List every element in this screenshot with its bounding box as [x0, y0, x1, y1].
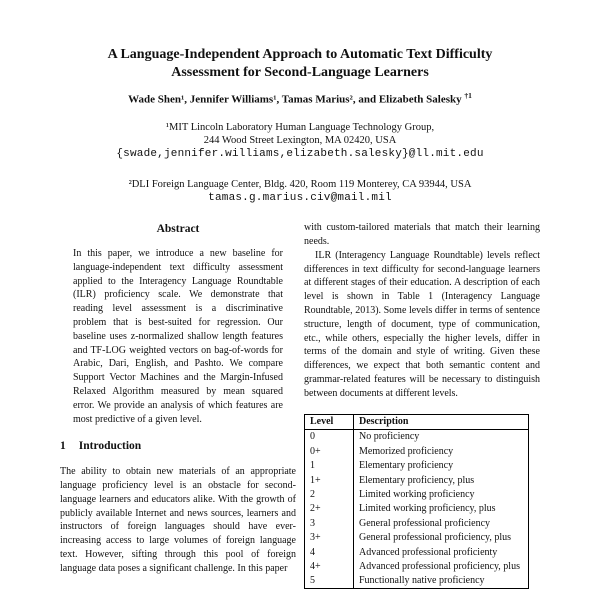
description-cell: No proficiency	[354, 429, 529, 444]
paper-header	[0, 0, 600, 205]
table-row	[305, 502, 529, 516]
affiliation-2	[0, 178, 600, 205]
abstract-paragraph: In this paper, we introduce a new baseline for language-independent text difficulty assessment applied to the Interagency Language Roundtable (ILR) proficiency scale. We demonstrate that reading level assessment is a discriminative problem that is best-suited for regression. Our baseline uses z-normalized shallow length features and TF-LOG weighted vectors on bag-of-words for Arabic, Dari, English, and Pashto. We compare Support Vector Machines and the Margin-Infused Relaxed Algorithm measured by mean squared error. We provide an analysis of which features are most predictive of a given level.	[73, 247, 283, 425]
level-cell: 3+	[305, 531, 354, 545]
description-cell: Functionally native proficiency	[354, 574, 529, 589]
level-cell: 2	[305, 488, 354, 502]
abstract-text	[60, 247, 296, 426]
table-row	[305, 560, 529, 574]
table-row	[305, 531, 529, 545]
description-cell: General professional proficiency	[354, 516, 529, 530]
table-row	[305, 444, 529, 458]
table-row	[305, 488, 529, 502]
level-cell: 2+	[305, 502, 354, 516]
level-cell: 0+	[305, 444, 354, 458]
table-header-row	[305, 414, 529, 429]
level-cell: 1+	[305, 473, 354, 487]
section-title: Introduction	[78, 440, 142, 453]
authors-line	[0, 91, 600, 106]
table-row	[305, 545, 529, 559]
affiliation-2-email: tamas.g.marius.civ@mail.mil	[208, 191, 392, 204]
ilr-levels-table	[304, 414, 529, 590]
abstract-heading: Abstract	[156, 223, 200, 236]
table-row	[305, 574, 529, 589]
author-superscript: †1	[464, 91, 472, 100]
table-row	[305, 473, 529, 487]
affiliation-2-name: ²DLI Foreign Language Center, Bldg. 420, Room 119 Monterey, CA 93944, USA	[128, 179, 472, 191]
left-column	[60, 221, 296, 589]
authors-names: Wade Shen¹, Jennifer Williams¹, Tamas Marius², and Elizabeth Salesky	[128, 93, 462, 106]
intro-paragraph: The ability to obtain new materials of an appropriate language proficiency level is an obstacle for second-language learners and educators alike. With the growth of publicly available Internet and news sources, learners and instructors of foreign languages should have ever-increasing access to large volumes of foreign language text. However, sifting through this pool of foreign language data poses a significant challenge. In this paper	[60, 466, 296, 574]
description-cell: Elementary proficiency	[354, 459, 529, 473]
level-cell: 4+	[305, 560, 354, 574]
level-cell: 0	[305, 429, 354, 444]
paper-title: A Language-Independent Approach to Automatic Text Difficulty Assessment for Second-Language Learners	[107, 47, 493, 80]
level-cell: 3	[305, 516, 354, 530]
section-1-heading	[60, 440, 296, 454]
description-cell: Elementary proficiency, plus	[354, 473, 529, 487]
description-cell: Limited working proficiency, plus	[354, 502, 529, 516]
description-cell: Advanced professional proficiency, plus	[354, 560, 529, 574]
affiliation-1-email: {swade,jennifer.williams,elizabeth.salesky}@ll.mit.edu	[116, 147, 484, 160]
description-cell: Memorized proficiency	[354, 444, 529, 458]
section-number: 1	[60, 440, 66, 453]
description-cell: Advanced professional proficienty	[354, 545, 529, 559]
level-cell: 1	[305, 459, 354, 473]
description-cell: Limited working proficiency	[354, 488, 529, 502]
table-row	[305, 459, 529, 473]
level-cell: 4	[305, 545, 354, 559]
table-body	[305, 429, 529, 588]
affiliation-1	[0, 121, 600, 162]
col-header-level: Level	[305, 414, 354, 429]
two-column-body	[0, 221, 600, 589]
affiliation-1-name: ¹MIT Lincoln Laboratory Human Language Technology Group,	[165, 121, 435, 133]
description-cell: General professional proficiency, plus	[354, 531, 529, 545]
table-row	[305, 516, 529, 530]
level-cell: 5	[305, 574, 354, 589]
table-row	[305, 429, 529, 444]
ilr-paragraph: ILR (Interagency Language Roundtable) levels reflect differences in text difficulty for second-language learners at different stages of their education. A description of each level is shown in Table 1 (Interagency Language Roundtable, 2013). Some levels differ in terms of sentence structure, length of document, type of communication, etc., while others, especially the higher levels, differ in terms of the domain and style of writing. Given these differences, we expect that both semantic content and grammar-related features will be necessary to distinguish between documents at different levels.	[304, 249, 540, 399]
table-header	[305, 414, 529, 429]
right-column	[304, 221, 540, 589]
continued-paragraph: with custom-tailored materials that match their learning needs.	[304, 222, 540, 247]
col-header-description: Description	[354, 414, 529, 429]
affiliation-1-address: 244 Wood Street Lexington, MA 02420, USA	[203, 135, 397, 147]
